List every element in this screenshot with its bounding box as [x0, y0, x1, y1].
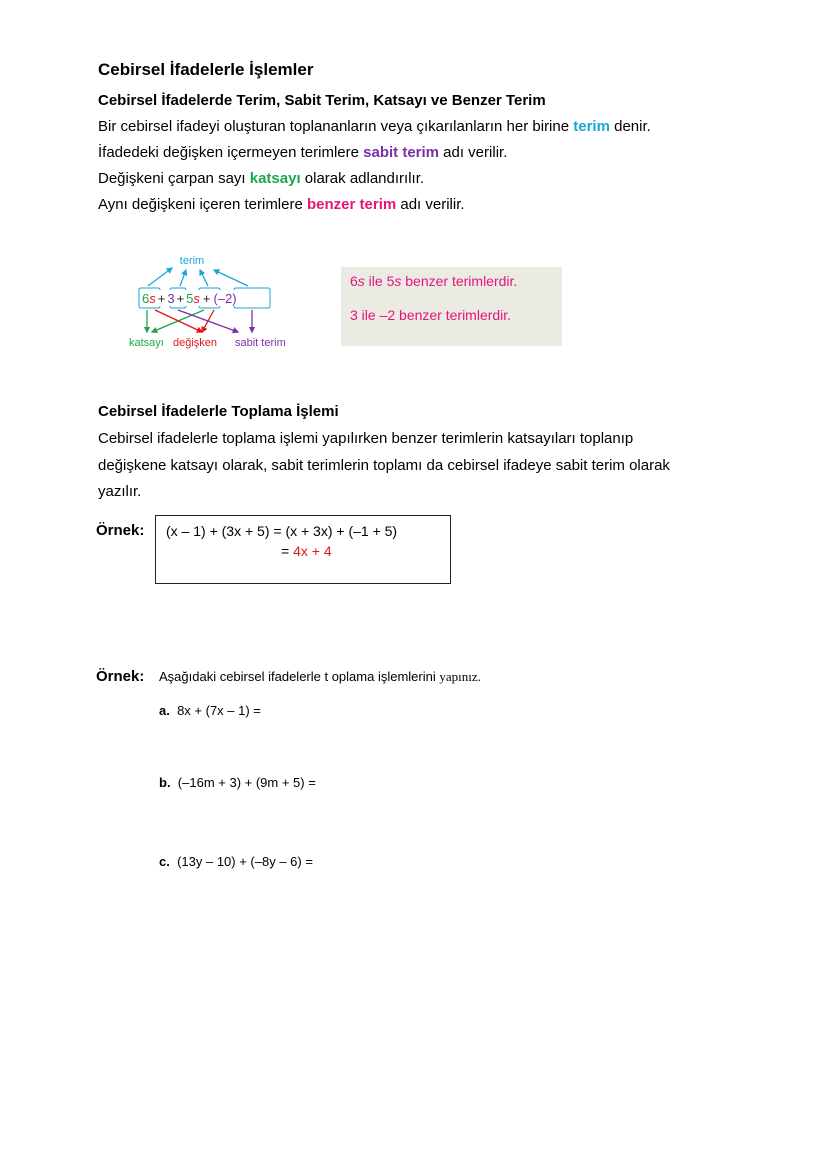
term3-var: s — [193, 291, 200, 306]
definition-terim — [98, 118, 651, 135]
term4: (–2) — [213, 291, 237, 306]
plus-3: + — [202, 291, 211, 306]
arrow-terim-4 — [214, 270, 248, 286]
note-line-2: 3 ile –2 benzer terimlerdir. — [350, 307, 512, 323]
text: olarak adlandırılır. — [300, 170, 425, 187]
section1-heading: Cebirsel İfadelerde Terim, Sabit Terim, Katsayı ve Benzer Terim — [98, 92, 546, 109]
benzer-terim-note — [341, 267, 562, 346]
question-expression: 8x + (7x – 1) = — [177, 703, 261, 718]
text: adı verilir. — [439, 144, 508, 161]
label-katsayi: katsayı — [129, 337, 164, 349]
keyword-terim: terim — [573, 118, 610, 135]
plus-2: + — [176, 291, 185, 306]
text: Aşağıdaki cebirsel ifadelerle t oplama işlemlerini — [159, 669, 440, 684]
example1-label: Örnek: — [96, 522, 145, 539]
example1-result-line — [281, 543, 332, 559]
term1-var: s — [149, 291, 156, 306]
definition-katsayi — [98, 170, 424, 187]
equals: = — [281, 543, 294, 559]
question-letter: a. — [159, 703, 170, 718]
question-a — [159, 703, 261, 718]
question-letter: b. — [159, 775, 171, 790]
section2-line-1: Cebirsel ifadelerle toplama işlemi yapılırken benzer terimlerin katsayıları toplanıp — [98, 430, 634, 447]
section2-heading: Cebirsel İfadelerle Toplama İşlemi — [98, 403, 339, 420]
example1-equation: (x – 1) + (3x + 5) = (x + 3x) + (–1 + 5) — [166, 523, 398, 539]
example1-box — [155, 515, 451, 584]
text: Aynı değişkeni içeren terimlere — [98, 196, 307, 213]
text: Bir cebirsel ifadeyi oluşturan toplananların veya çıkarılanların her birine — [98, 118, 574, 135]
note-line-1 — [350, 273, 517, 289]
term2: 3 — [167, 291, 175, 306]
term-diagram — [120, 248, 320, 358]
text: adı verilir. — [396, 196, 465, 213]
term3-coef: 5 — [186, 291, 194, 306]
plus-1: + — [157, 291, 166, 306]
text: Değişkeni çarpan sayı — [98, 170, 250, 187]
text: ile 5 — [364, 273, 395, 289]
arrow-terim-3 — [200, 270, 208, 286]
label-sabit-terim: sabit terim — [235, 337, 286, 349]
arrow-sabit-1 — [178, 310, 238, 332]
label-terim: terim — [179, 255, 205, 267]
example2-instruction — [159, 669, 481, 685]
definition-benzer-terim — [98, 196, 465, 213]
keyword-katsayi: katsayı — [249, 170, 301, 187]
term1-coef: 6 — [142, 291, 150, 306]
text: yapınız. — [439, 669, 481, 684]
question-b — [159, 775, 316, 790]
example1-result: 4x + 4 — [293, 543, 332, 559]
page-title: Cebirsel İfadelerle İşlemler — [98, 60, 314, 79]
question-expression: (13y – 10) + (–8y – 6) = — [177, 854, 313, 869]
arrow-terim-2 — [180, 270, 186, 286]
arrow-terim-1 — [148, 268, 172, 286]
var: s — [394, 273, 402, 289]
text: benzer terimlerdir. — [401, 273, 518, 289]
text: denir. — [609, 118, 651, 135]
text: İfadedeki değişken içermeyen terimlere — [98, 144, 364, 161]
keyword-benzer-terim: benzer terim — [307, 196, 397, 213]
text: 6 — [350, 273, 358, 289]
brace-term4 — [234, 288, 270, 308]
var: s — [357, 273, 365, 289]
keyword-sabit-terim: sabit terim — [363, 144, 439, 161]
expression — [142, 291, 237, 306]
label-degisken: değişken — [173, 337, 218, 349]
question-c — [159, 854, 313, 869]
section2-line-3: yazılır. — [98, 483, 142, 500]
question-expression: (–16m + 3) + (9m + 5) = — [177, 775, 316, 790]
example2-label: Örnek: — [96, 668, 145, 685]
definition-sabit-terim — [98, 144, 507, 161]
question-letter: c. — [159, 854, 170, 869]
section2-line-2: değişkene katsayı olarak, sabit terimlerin toplamı da cebirsel ifadeye sabit terim olarak — [98, 457, 670, 474]
